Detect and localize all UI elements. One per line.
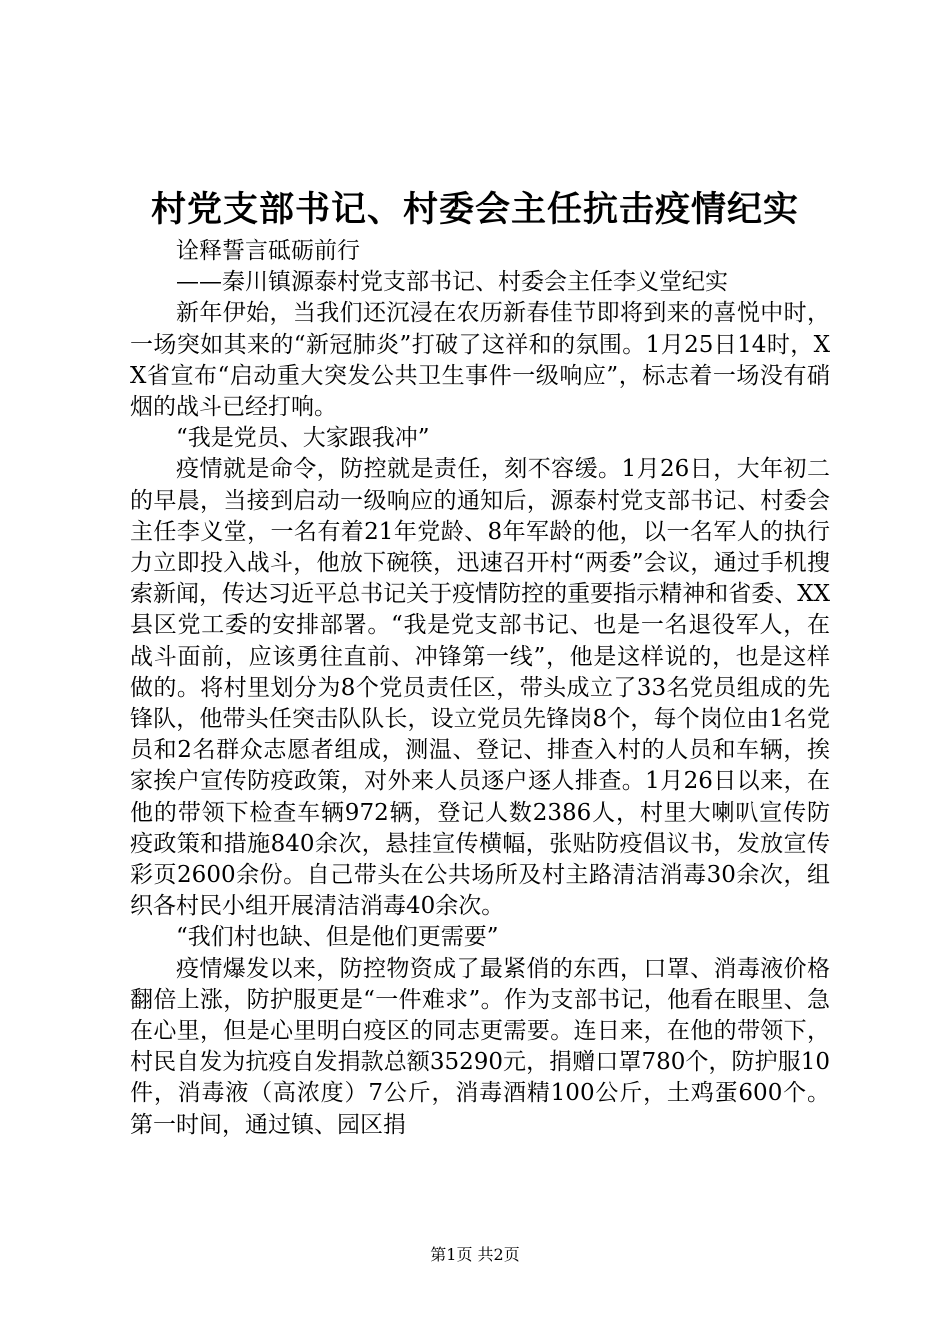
section-heading-1: “我是党员、大家跟我冲” [176,425,430,452]
paragraph-section-1: 疫情就是命令，防控就是责任，刻不容缓。1月26日，大年初二的早晨，当接到启动一级响应的通知后，源泰村党支部书记、村委会主任李义堂，一名有着21年党龄、8年军龄的他，以一名军人的执行力立即投入战斗，他放下碗筷，迅速召开村“两委”会议，通过手机搜索新闻，传达习近平总书记关于疫情防控的重要指示精神和省委、XX县区党工委的安排部署。“我是党支部书记、也是一名退役军人，在战斗面前，应该勇往直前、冲锋第一线”，他是这样说的，也是这样做的。将村里划分为8个党员责任区，带头成立了33名党员组成的先锋队，他带头任突击队队长，设立党员先锋岗8个，每个岗位由1名党员和2名群众志愿者组成，测温、登记、排查入村的人员和车辆，挨家挨户宣传防疫政策，对外来人员逐户逐人排查。1月26日以来，在他的带领下检查车辆972辆，登记人数2386人，村里大喇叭宣传防疫政策和措施840余次，悬挂宣传横幅，张贴防疫倡议书，发放宣传彩页2600余份。自己带头在公共场所及村主路清洁消毒30余次，组织各村民小组开展清洁消毒40余次。 [130,456,830,920]
section-heading-2: “我们村也缺、但是他们更需要” [176,924,499,951]
paragraph-section-2: 疫情爆发以来，防控物资成了最紧俏的东西，口罩、消毒液价格翻倍上涨，防护服更是“一件难求”。作为支部书记，他看在眼里、急在心里，但是心里明白疫区的同志更需要。连日来，在他的带领下，村民自发为抗疫自发捐款总额35290元，捐赠口罩780个，防护服10件，消毒液（高浓度）7公斤，消毒酒精100公斤，土鸡蛋600个。第一时间，通过镇、园区捐 [130,955,830,1138]
document-body [130,236,830,1141]
document-title: 村党支部书记、村委会主任抗击疫情纪实 [150,189,799,230]
paragraph-intro: 新年伊始，当我们还沉浸在农历新春佳节即将到来的喜悦中时，一场突如其来的“新冠肺炎”打破了这祥和的氛围。1月25日14时，XX省宣布“启动重大突发公共卫生事件一级响应”，标志着一场没有硝烟的战斗已经打响。 [130,300,830,421]
document-byline: ——秦川镇源泰村党支部书记、村委会主任李义堂纪实 [176,269,728,296]
document-subtitle: 诠释誓言砥砺前行 [176,238,360,264]
page-footer: 第1页 共2页 [430,1245,520,1264]
